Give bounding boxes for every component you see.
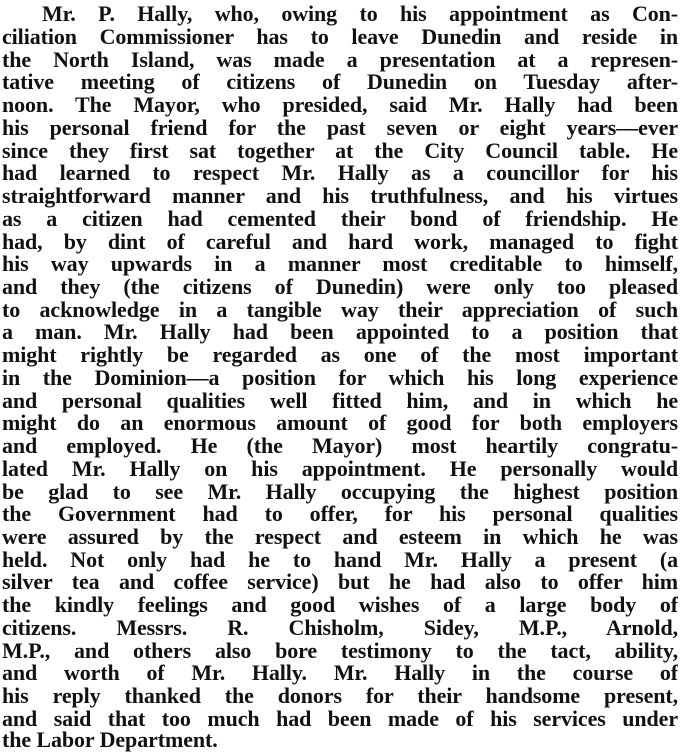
article-line: his reply thanked the donors for their handsome present, — [2, 684, 678, 708]
article-line: lated Mr. Hally on his appointment. He personally would — [2, 457, 678, 481]
article-line: tative meeting of citizens of Dunedin on Tuesday after- — [2, 70, 678, 94]
article-line: the Government had to offer, for his personal qualities — [2, 502, 678, 526]
article-line: ciliation Commissioner has to leave Dunedin and reside in — [2, 25, 678, 49]
article-line: silver tea and coffee service) but he had also to offer him — [2, 570, 678, 594]
article-line: had learned to respect Mr. Hally as a councillor for his — [2, 161, 678, 185]
article-line: had, by dint of careful and hard work, managed to fight — [2, 230, 678, 254]
article-line: and worth of Mr. Hally. Mr. Hally in the course of — [2, 661, 678, 685]
article-line: the kindly feelings and good wishes of a large body of — [2, 593, 678, 617]
article-line: might do an enormous amount of good for both employers — [2, 411, 678, 435]
article-line: the North Island, was made a presentation at a represen- — [2, 48, 678, 72]
article-line: and said that too much had been made of his services under — [2, 707, 678, 731]
article-line: and personal qualities well fitted him, and in which he — [2, 389, 678, 413]
article-line: Mr. P. Hally, who, owing to his appointment as Con- — [42, 2, 678, 26]
article-line: might rightly be regarded as one of the most important — [2, 343, 678, 367]
article-line: a man. Mr. Hally had been appointed to a position that — [2, 320, 678, 344]
article-line: noon. The Mayor, who presided, said Mr. Hally had been — [2, 93, 678, 117]
article-line: M.P., and others also bore testimony to the tact, ability, — [2, 639, 678, 663]
article-line: his personal friend for the past seven or eight years—ever — [2, 116, 678, 140]
news-article — [2, 0, 678, 752]
article-line: straightforward manner and his truthfulness, and his virtues — [2, 184, 678, 208]
article-line: since they first sat together at the City Council table. He — [2, 139, 678, 163]
article-line: and employed. He (the Mayor) most heartily congratu- — [2, 434, 678, 458]
article-line: be glad to see Mr. Hally occupying the highest position — [2, 480, 678, 504]
article-line: and they (the citizens of Dunedin) were only too pleased — [2, 275, 678, 299]
article-line: in the Dominion—a position for which his long experience — [2, 366, 678, 390]
article-line: were assured by the respect and esteem in which he was — [2, 525, 678, 549]
article-line: held. Not only had he to hand Mr. Hally a present (a — [2, 548, 678, 572]
article-line: citizens. Messrs. R. Chisholm, Sidey, M.P., Arnold, — [2, 616, 678, 640]
article-line: the Labor Department. — [2, 728, 218, 752]
article-line: his way upwards in a manner most creditable to himself, — [2, 252, 678, 276]
article-line: to acknowledge in a tangible way their appreciation of such — [2, 298, 678, 322]
article-line: as a citizen had cemented their bond of friendship. He — [2, 207, 678, 231]
